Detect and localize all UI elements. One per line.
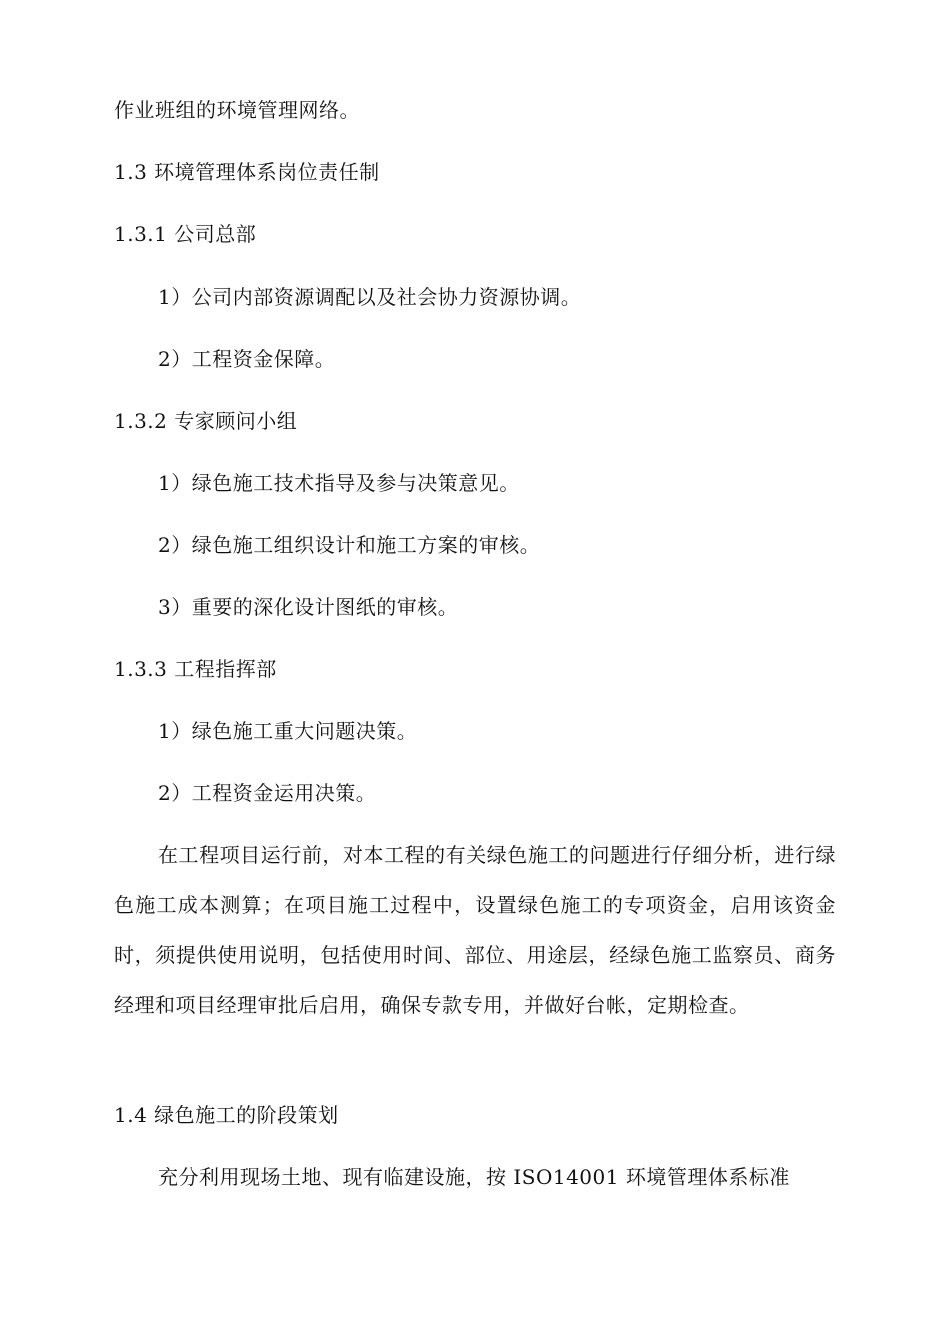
list-item: 2）工程资金保障。	[158, 347, 336, 371]
list-item: 2）绿色施工组织设计和施工方案的审核。	[158, 533, 541, 557]
list-item: 1）绿色施工重大问题决策。	[158, 719, 418, 743]
body-paragraph-start: 充分利用现场土地、现有临建设施，按 ISO14001 环境管理体系标准	[158, 1165, 790, 1189]
list-item: 1）绿色施工技术指导及参与决策意见。	[158, 471, 520, 495]
section-heading-1-3-1: 1.3.1 公司总部	[114, 222, 257, 246]
list-item: 3）重要的深化设计图纸的审核。	[158, 595, 459, 619]
section-heading-1-3-3: 1.3.3 工程指挥部	[114, 657, 277, 681]
text-line: 作业班组的环境管理网络。	[114, 98, 360, 122]
section-heading-1-3: 1.3 环境管理体系岗位责任制	[114, 160, 380, 184]
section-heading-1-3-2: 1.3.2 专家顾问小组	[114, 409, 298, 433]
section-heading-1-4: 1.4 绿色施工的阶段策划	[114, 1103, 339, 1127]
list-item: 2）工程资金运用决策。	[158, 781, 377, 805]
list-item: 1）公司内部资源调配以及社会协力资源协调。	[158, 285, 582, 309]
body-paragraph: 在工程项目运行前，对本工程的有关绿色施工的问题进行仔细分析，进行绿色施工成本测算；在项目施工过程中，设置绿色施工的专项资金，启用该资金时，须提供使用说明，包括使用时间、部位、用途层，经绿色施工监察员、商务经理和项目经理审批后启用，确保专款专用，并做好台帐，定期检查。	[114, 843, 836, 1017]
